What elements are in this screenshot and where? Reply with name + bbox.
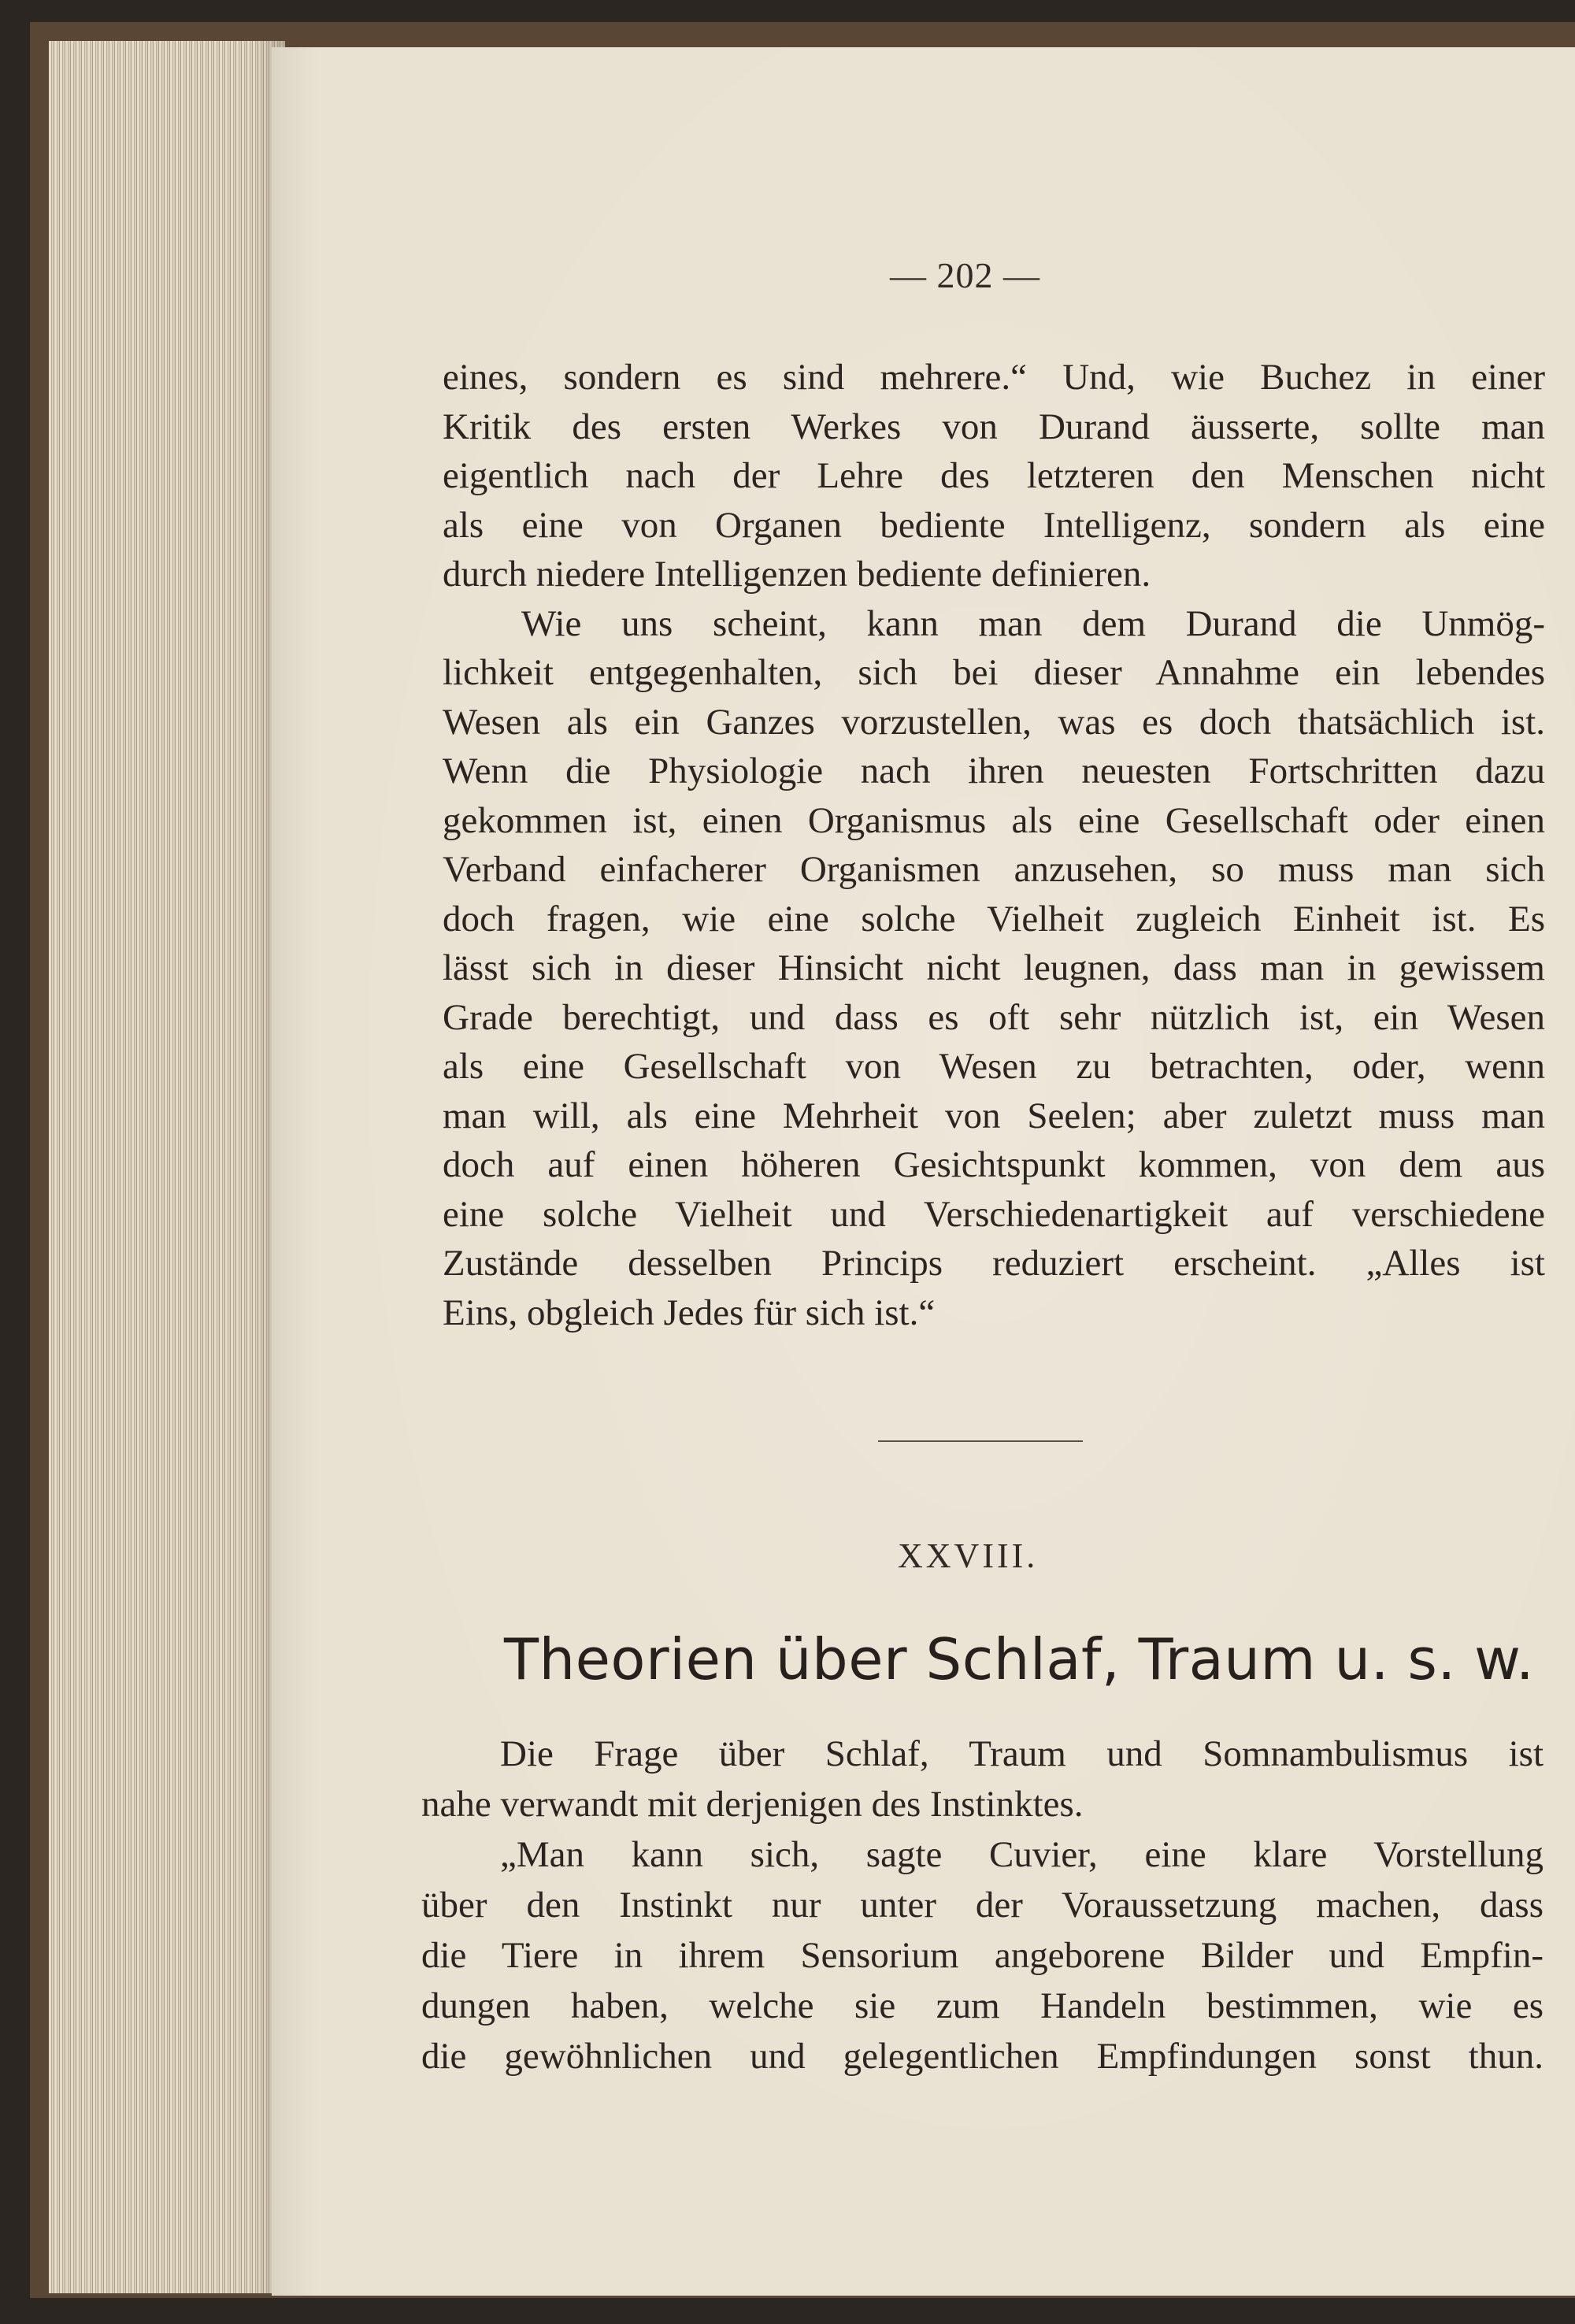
text-line: lässt sich in dieser Hinsicht nicht leugnen, dass man in gewissem bbox=[443, 947, 1545, 988]
text-line: eine solche Vielheit und Verschiedenartigkeit auf verschiedene bbox=[443, 1193, 1545, 1235]
text-line: Die Frage über Schlaf, Traum und Somnambulismus ist bbox=[500, 1733, 1544, 1774]
text-line: „Man kann sich, sagte Cuvier, eine klare Vorstellung bbox=[500, 1834, 1544, 1875]
text-line: über den Instinkt nur unter der Voraussetzung machen, dass bbox=[421, 1885, 1544, 1926]
passage-1 bbox=[443, 353, 1545, 1337]
page-number: — 202 — bbox=[890, 255, 1040, 295]
text-line: Verband einfacherer Organismen anzusehen, so muss man sich bbox=[443, 849, 1545, 890]
text-line: dungen haben, welche sie zum Handeln bestimmen, wie es bbox=[421, 1985, 1544, 2026]
text-line: durch niedere Intelligenzen bediente definieren. bbox=[443, 554, 1151, 595]
text-line: gekommen ist, einen Organismus als eine Gesellschaft oder einen bbox=[443, 799, 1545, 841]
text-line: man will, als eine Mehrheit von Seelen; aber zuletzt muss man bbox=[443, 1095, 1545, 1136]
text-line: eigentlich nach der Lehre des letzteren den Menschen nicht bbox=[443, 455, 1545, 496]
text-line: Kritik des ersten Werkes von Durand äusserte, sollte man bbox=[443, 406, 1545, 447]
page-stack-edge bbox=[49, 41, 285, 2293]
passage-2 bbox=[421, 1729, 1544, 2081]
text-line: eines, sondern es sind mehrere.“ Und, wie Buchez in einer bbox=[443, 357, 1545, 398]
text-line: als eine Gesellschaft von Wesen zu betrachten, oder, wenn bbox=[443, 1046, 1545, 1087]
text-line: lichkeit entgegenhalten, sich bei dieser Annahme ein lebendes bbox=[443, 652, 1545, 693]
text-line: Zustände desselben Princips reduziert erscheint. „Alles ist bbox=[443, 1243, 1545, 1284]
text-line: die Tiere in ihrem Sensorium angeborene Bilder und Empfin- bbox=[421, 1935, 1544, 1976]
text-line: Grade berechtigt, und dass es oft sehr nützlich ist, ein Wesen bbox=[443, 996, 1545, 1038]
text-line: nahe verwandt mit derjenigen des Instinktes. bbox=[421, 1784, 1084, 1825]
section-divider bbox=[878, 1440, 1083, 1442]
section-number: XXVIII. bbox=[898, 1536, 1039, 1575]
text-line: als eine von Organen bediente Intelligenz, sondern als eine bbox=[443, 504, 1545, 546]
text-line: Wie uns scheint, kann man dem Durand die Unmög- bbox=[521, 602, 1545, 644]
text-line: Wesen als ein Ganzes vorzustellen, was es doch thatsächlich ist. bbox=[443, 701, 1545, 743]
text-line: doch fragen, wie eine solche Vielheit zugleich Einheit ist. Es bbox=[443, 898, 1545, 940]
text-line: die gewöhnlichen und gelegentlichen Empfindungen sonst thun. bbox=[421, 2036, 1544, 2077]
section-title: Theorien über Schlaf, Traum u. s. w. bbox=[504, 1626, 1535, 1692]
text-line: Wenn die Physiologie nach ihren neuesten Fortschritten dazu bbox=[443, 751, 1545, 791]
text-line: doch auf einen höheren Gesichtspunkt kommen, von dem aus bbox=[443, 1144, 1545, 1185]
text-line: Eins, obgleich Jedes für sich ist.“ bbox=[443, 1292, 936, 1333]
